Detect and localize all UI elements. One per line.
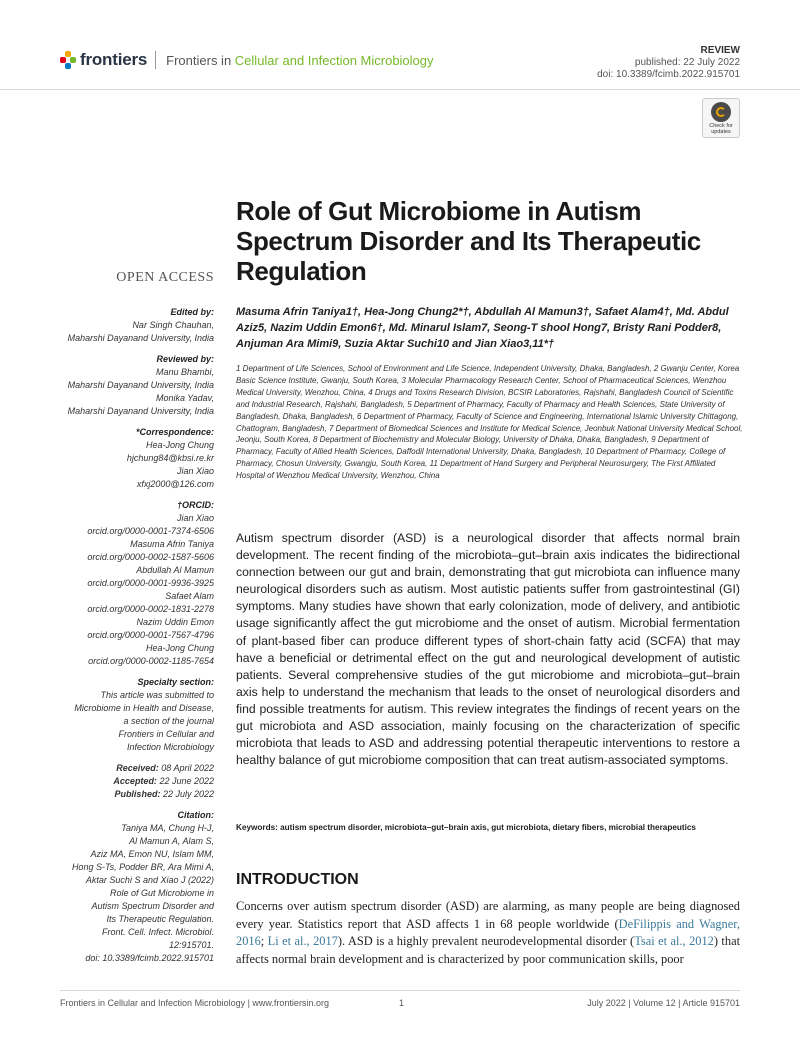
- introduction-text: Concerns over autism spectrum disorder (ASD) are alarming, as many people are being diagnosed every year. Statistics report that ASD affects 1 in 68 people worldwide (DeFilippis and Wagner, 2016; Li et al., 2017). ASD is a highly prevalent neurodevelopmental disorder (Tsai et al., 2012) that affects normal brain development and is characterized by poor communication skills, poor: [236, 899, 741, 966]
- footer-issue: July 2022 | Volume 12 | Article 915701: [587, 998, 740, 1008]
- article-sidebar: [60, 298, 214, 965]
- sidebar-line: Jian Xiao: [176, 466, 214, 476]
- sidebar-line: Jian Xiao: [176, 513, 214, 523]
- sidebar-line: Maharshi Dayanand University, India: [67, 406, 214, 416]
- sidebar-line: Abdullah Al Mamun: [136, 565, 214, 575]
- sidebar-line: Maharshi Dayanand University, India: [67, 380, 214, 390]
- sidebar-line[interactable]: orcid.org/0000-0002-1587-5606: [87, 552, 214, 562]
- sidebar-line: Hea-Jong Chung: [145, 440, 214, 450]
- section-heading-introduction: INTRODUCTION: [236, 871, 359, 888]
- doi-link[interactable]: doi: 10.3389/fcimb.2022.915701: [597, 69, 740, 80]
- sidebar-heading: †ORCID:: [176, 500, 214, 510]
- sidebar-line: Maharshi Dayanand University, India: [67, 333, 214, 343]
- journal-title: Frontiers in Cellular and Infection Microbiology: [166, 52, 434, 68]
- sidebar-line: Accepted: 22 June 2022: [113, 776, 214, 786]
- page-number: 1: [399, 998, 405, 1008]
- check-updates-label: Check for updates: [709, 123, 733, 135]
- sidebar-heading: Citation:: [177, 810, 214, 820]
- abstract: Autism spectrum disorder (ASD) is a neurological disorder that affects normal brain development. The recent finding of the microbiota–gut–brain axis indicates the bidirectional connection between our gut and brain, demonstrating that gut microbiota can influence many neurological disorders such as autism. Most autistic patients suffer from gastrointestinal (GI) symptoms. Many studies have shown that early colonization, mode of delivery, and antibiotic usage significantly affect the gut microbiome and the onset of autism. Microbial fermentation of plant-based fiber can produce different types of short-chain fatty acid (SCFA) that may have a beneficial or detrimental effect on the gut and neurological development of autistic patients. Several comprehensive studies of the gut microbiome and microbiota–gut–brain axis help to understand the mechanism that leads to the onset of neurological disorders and find possible treatments for autism. This review integrates the findings of recent years on the gut microbiota and ASD association, mainly focusing on the characterization of specific microbiota that leads to ASD and addressing potential therapeutic interventions to restore a healthy balance of gut microbiome composition that can treat autism-associated symptoms.: [236, 531, 740, 768]
- page-footer: [60, 990, 740, 1008]
- sidebar-line: Taniya MA, Chung H-J,: [121, 823, 214, 833]
- keywords: Keywords: autism spectrum disorder, microbiota–gut–brain axis, gut microbiota, dietary fibers, microbial therapeutics: [236, 823, 696, 832]
- citation-link[interactable]: DeFilippis and Wagner, 2016: [236, 916, 740, 948]
- sidebar-line: Frontiers in Cellular and: [118, 729, 214, 739]
- sidebar-line: Autism Spectrum Disorder and: [91, 901, 214, 911]
- page-header: [0, 0, 800, 90]
- author-list: Masuma Afrin Taniya1†, Hea-Jong Chung2*†, Abdullah Al Mamun3†, Safaet Alam4†, Md. Abdul Aziz5, Nazim Uddin Emon6†, Md. Minarul Islam7, Seong-T shool Hong7, Bristy Rani Podder8, Anjuman Ara Mimi9, Suzia Aktar Suchi10 and Jian Xiao3,11*†: [236, 306, 729, 350]
- sidebar-line: Its Therapeutic Regulation.: [106, 914, 214, 924]
- sidebar-line: Hong S-Ts, Podder BR, Ara Mimi A,: [71, 862, 214, 872]
- sidebar-line[interactable]: orcid.org/0000-0001-9936-3925: [87, 578, 214, 588]
- sidebar-line: Nazim Uddin Emon: [136, 617, 214, 627]
- citation-link[interactable]: Tsai et al., 2012: [634, 934, 714, 948]
- citation-link[interactable]: Li et al., 2017: [267, 934, 338, 948]
- frontiers-logo-icon: [60, 51, 76, 69]
- sidebar-line: Manu Bhambi,: [155, 367, 214, 377]
- sidebar-line: Aziz MA, Emon NU, Islam MM,: [90, 849, 214, 859]
- sidebar-line: Al Mamun A, Alam S,: [129, 836, 214, 846]
- article-title: Role of Gut Microbiome in Autism Spectrum Disorder and Its Therapeutic Regulation: [236, 196, 701, 286]
- sidebar-heading: Specialty section:: [137, 677, 214, 687]
- open-access-label: OPEN ACCESS: [116, 270, 214, 285]
- sidebar-line: This article was submitted to: [100, 690, 214, 700]
- sidebar-line[interactable]: hjchung84@kbsi.re.kr: [126, 453, 214, 463]
- sidebar-line: Published: 22 July 2022: [114, 789, 214, 799]
- sidebar-line: Monika Yadav,: [155, 393, 214, 403]
- sidebar-heading: *Correspondence:: [135, 427, 214, 437]
- sidebar-line: Infection Microbiology: [126, 742, 214, 752]
- header-divider: [155, 51, 156, 69]
- frontiers-logo[interactable]: [60, 50, 434, 70]
- sidebar-line: Nar Singh Chauhan,: [132, 320, 214, 330]
- sidebar-line: Role of Gut Microbiome in: [109, 888, 214, 898]
- sidebar-line[interactable]: orcid.org/0000-0001-7567-4796: [87, 630, 214, 640]
- check-updates-icon: [711, 102, 731, 122]
- sidebar-line: Aktar Suchi S and Xiao J (2022): [85, 875, 214, 885]
- sidebar-line: Safaet Alam: [165, 591, 214, 601]
- affiliations: 1 Department of Life Sciences, School of Environment and Life Science, Independent University, Dhaka, Bangladesh, 2 Gwanju Center, Korea Basic Science Institute, Gwanju, South Korea, 3 Molecular Pharmacology Research Center, School of Pharmaceutical Sciences, Wenzhou Medical University, Wenzhou, China, 4 Drugs and Toxins Research Division, BCSIR Laboratories, Rajshahi, Bangladesh Council of Scientific and Industrial Research, Rajshahi, Bangladesh, 5 Department of Pharmacy, Faculty of Pharmacy and Health Sciences, State University of Bangladesh, Dhaka, Bangladesh, 6 Department of Pharmacy, Faculty of Science and Engineering, International Islamic University Chittagong, Chattogram, Bangladesh, 7 Department of Biomedical Sciences and Institute for Medical Science, Jeonbuk National University Medical School, Jeonju, South Korea, 8 Department of Biochemistry and Molecular Biology, University of Dhaka, Dhaka, Bangladesh, 9 Department of Pharmacy, Faculty of Allied Health Sciences, Daffodil International University, Dhaka, Bangladesh, 10 Department of Pharmacy, College of Pharmacy, Chosun University, Gwangju, South Korea, 11 Department of Hand Surgery and Peripheral Neurosurgery, The First Affiliated Hospital of Wenzhou Medical University, Wenzhou, China: [236, 364, 743, 481]
- article-type: REVIEW: [700, 45, 740, 56]
- sidebar-line[interactable]: orcid.org/0000-0002-1831-2278: [87, 604, 214, 614]
- check-for-updates-button[interactable]: [702, 98, 740, 138]
- sidebar-line: Front. Cell. Infect. Microbiol. 12:915701.: [101, 927, 214, 950]
- sidebar-line: Microbiome in Health and Disease,: [74, 703, 214, 713]
- sidebar-line: Hea-Jong Chung: [145, 643, 214, 653]
- sidebar-heading: Edited by:: [170, 307, 214, 317]
- sidebar-heading: Reviewed by:: [156, 354, 214, 364]
- sidebar-line[interactable]: xfxj2000@126.com: [136, 479, 214, 489]
- sidebar-line: Received: 08 April 2022: [116, 763, 214, 773]
- footer-journal[interactable]: Frontiers in Cellular and Infection Microbiology | www.frontiersin.org: [60, 998, 329, 1008]
- sidebar-line: a section of the journal: [123, 716, 214, 726]
- sidebar-line[interactable]: orcid.org/0000-0002-1185-7654: [88, 656, 214, 666]
- sidebar-line: Masuma Afrin Taniya: [130, 539, 214, 549]
- sidebar-line: doi: 10.3389/fcimb.2022.915701: [85, 953, 214, 963]
- article-meta: [597, 45, 740, 81]
- sidebar-line[interactable]: orcid.org/0000-0001-7374-6506: [87, 526, 214, 536]
- brand-name: frontiers: [80, 50, 148, 69]
- published-date: published: 22 July 2022: [634, 57, 740, 68]
